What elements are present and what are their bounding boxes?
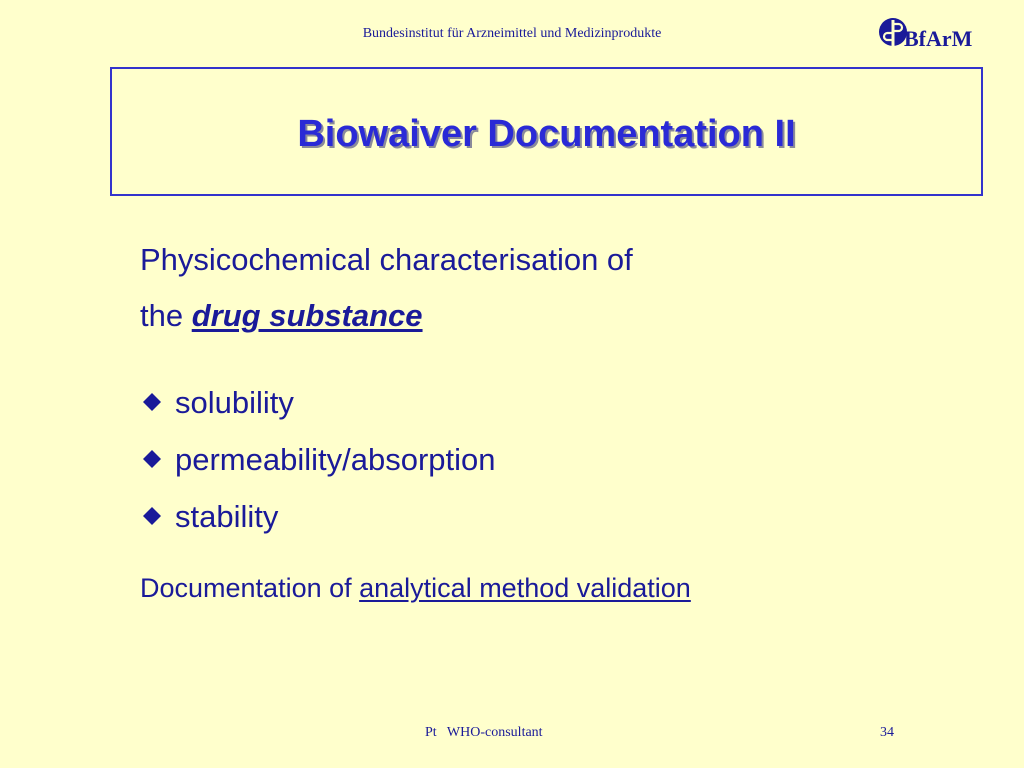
documentation-prefix: Documentation of <box>140 573 360 603</box>
diamond-bullet-icon <box>143 450 161 468</box>
intro-line-1: Physicochemical characterisation of <box>140 242 633 277</box>
intro-text <box>140 232 633 344</box>
bullet-item-solubility <box>140 374 496 431</box>
analytical-method-validation-link[interactable]: analytical method validation <box>359 573 691 603</box>
bfarm-logo <box>878 16 1013 58</box>
bullet-label: permeability/absorption <box>175 442 496 477</box>
drug-substance-emphasis: drug substance <box>191 298 423 333</box>
institute-name: Bundesinstitut für Arzneimittel und Medizinprodukte <box>362 26 662 41</box>
bullet-list <box>140 374 496 545</box>
bullet-item-stability <box>140 488 496 545</box>
bullet-label: stability <box>175 499 279 534</box>
logo-text: BfArM <box>904 26 973 51</box>
diamond-bullet-icon <box>143 393 161 411</box>
intro-line-2 <box>140 288 633 344</box>
title-box <box>110 67 983 196</box>
documentation-line <box>140 568 691 608</box>
bullet-item-permeability <box>140 431 496 488</box>
page-number: 34 <box>880 725 894 740</box>
bullet-label: solubility <box>175 385 294 420</box>
footer-presenter: Pt WHO-consultant <box>425 725 543 740</box>
intro-line-2-prefix: the <box>140 298 192 333</box>
slide-title: Biowaiver Documentation II <box>297 113 796 155</box>
diamond-bullet-icon <box>143 507 161 525</box>
